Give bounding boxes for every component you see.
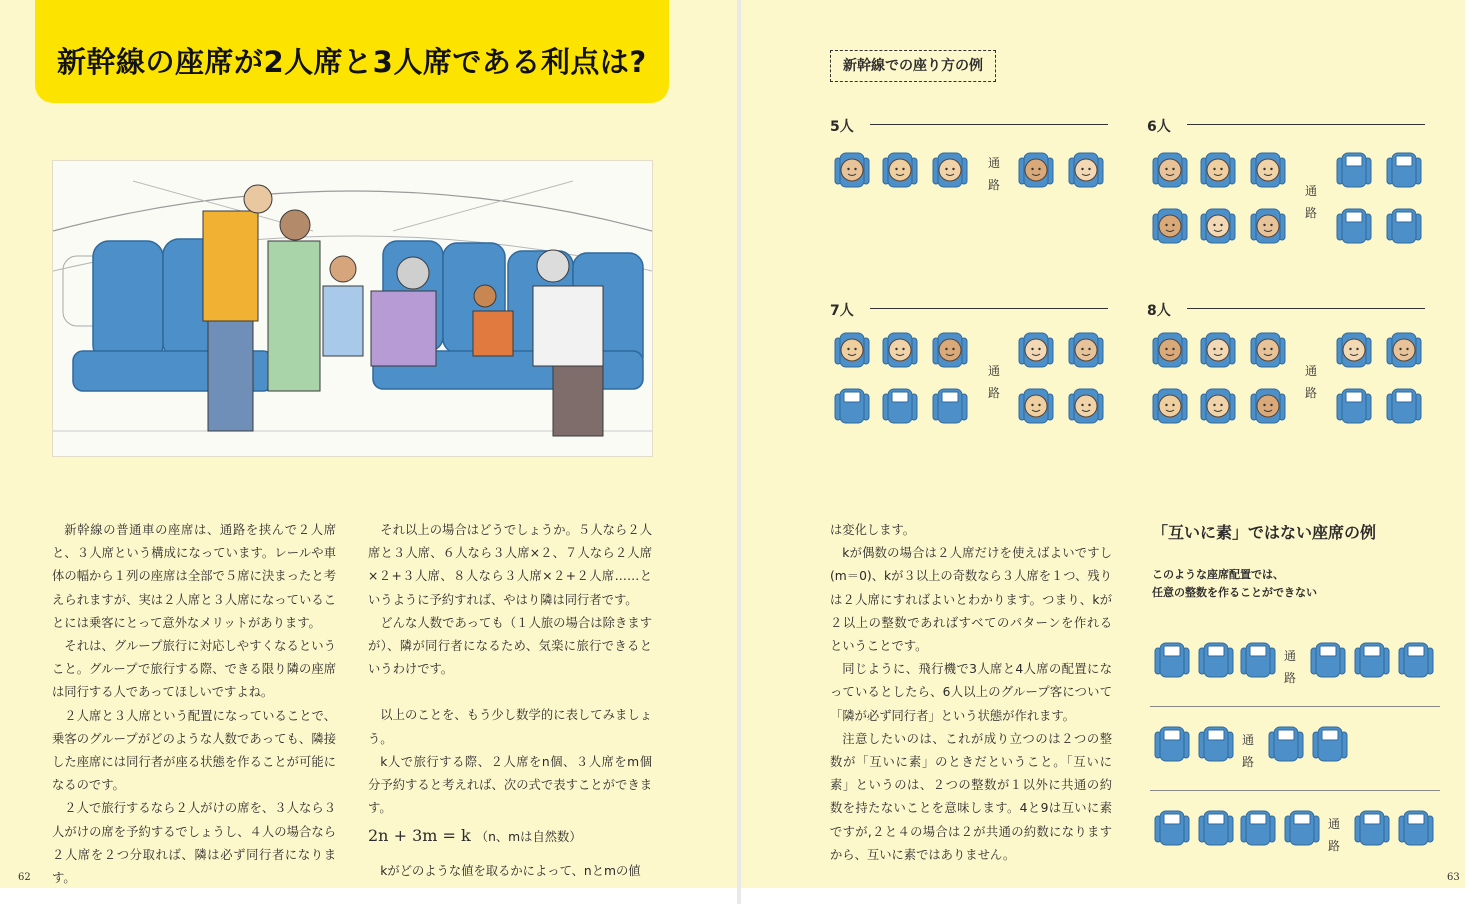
left-page (0, 0, 737, 888)
occupied-seat-icon (1198, 150, 1238, 190)
empty-seat-icon (1384, 206, 1424, 246)
diagram-box-title: 新幹線での座り方の例 (830, 50, 996, 82)
paragraph: どんな人数であっても（１人旅の場合は除きますが）、隣が同行者になるため、気楽に旅行できるというわけです。 (368, 615, 652, 677)
empty-seat-icon (1384, 150, 1424, 190)
text-column-1 (52, 519, 336, 890)
paragraph: それ以上の場合はどうでしょうか。５人なら２人席と３人席、６人なら３人席×２、７人なら２人席×２+３人席、８人なら３人席×２+２人席……というように予約すれば、やはり隣は同行者です。 (368, 523, 652, 607)
occupied-seat-icon (1384, 330, 1424, 370)
aisle-label: 通 路 (1242, 733, 1255, 769)
aisle-label: 通 路 (1305, 364, 1318, 400)
empty-seat-icon (1334, 386, 1374, 426)
empty-seat-icon (832, 386, 872, 426)
divider-line (1187, 124, 1425, 125)
divider-line (870, 124, 1108, 125)
empty-seat-icon (1196, 724, 1236, 764)
occupied-seat-icon (930, 150, 970, 190)
aisle-label: 通 路 (988, 156, 1001, 192)
occupied-seat-icon (832, 330, 872, 370)
occupied-seat-icon (1150, 206, 1190, 246)
occupied-seat-icon (1016, 386, 1056, 426)
paragraph: 以上のことを、もう少し数学的に表してみましょう。 (368, 708, 652, 746)
aisle-label: 通 路 (1305, 184, 1318, 220)
occupied-seat-icon (1066, 386, 1106, 426)
occupied-seat-icon (1066, 150, 1106, 190)
paragraph: ２人席と３人席という配置になっていることで、乗客のグループがどのような人数であっても、隣接した座席には同行者が座る状態を作ることが可能になるのです。 (52, 708, 336, 793)
group-label: 8人 (1147, 303, 1171, 319)
paragraph: k人で旅行する際、２人席をn個、３人席をm個分予約すると考えれば、次の式で表すことができます。 (368, 754, 652, 816)
occupied-seat-icon (1334, 330, 1374, 370)
divider-line (1150, 790, 1440, 791)
group-label: 6人 (1147, 119, 1171, 135)
occupied-seat-icon (1198, 330, 1238, 370)
title-banner (35, 0, 669, 103)
occupied-seat-icon (1016, 150, 1056, 190)
occupied-seat-icon (930, 330, 970, 370)
text-column-3 (830, 519, 1112, 867)
occupied-seat-icon (1066, 330, 1106, 370)
empty-seat-icon (1334, 150, 1374, 190)
empty-seat-icon (1152, 724, 1192, 764)
paragraph: 注意したいのは、これが成り立つのは２つの整数が「互いに素」のときだということ。「互いに素」というのは、２つの整数が１以外に共通の約数を持たないことを意味します。4と9は互いに素ですが,２と４の場合は２が共通の約数になりますから、互いに素ではありません。 (830, 731, 1112, 862)
occupied-seat-icon (1150, 150, 1190, 190)
divider-line (1187, 308, 1425, 309)
empty-seat-icon (1334, 206, 1374, 246)
formula-expression: 2n + 3m = k (368, 826, 471, 846)
paragraph: ２人で旅行するなら２人がけの席を、３人なら３人がけの席を予約するでしょうし、４人の場合なら２人席を２つ分取れば、隣は必ず同行者になります。 (52, 801, 336, 886)
formula-note: （n、mは自然数） (475, 830, 582, 845)
occupied-seat-icon (880, 150, 920, 190)
aisle-label: 通 路 (988, 364, 1001, 400)
divider-line (1150, 706, 1440, 707)
empty-seat-icon (880, 386, 920, 426)
paragraph: 同じように、飛行機で3人席と4人席の配置になっているとしたら、6人以上のグループ客について「隣が必ず同行者」という状態が作れます。 (830, 662, 1112, 723)
train-interior-image (53, 161, 652, 456)
paragraph: それは、グループ旅行に対応しやすくなるということ。グループで旅行する際、できる限り隣の座席は同行する人であってほしいですよね。 (52, 639, 336, 700)
page-number-left: 62 (18, 872, 31, 883)
empty-seat-icon (1396, 640, 1436, 680)
empty-seat-icon (1282, 808, 1322, 848)
occupied-seat-icon (1150, 330, 1190, 370)
divider-line (870, 308, 1108, 309)
empty-seat-icon (1238, 808, 1278, 848)
aisle-label: 通 路 (1284, 649, 1297, 685)
paragraph: kがどのような値を取るかによって、nとmの値 (380, 863, 641, 878)
formula (368, 824, 652, 849)
empty-seat-icon (1152, 808, 1192, 848)
empty-seat-icon (930, 386, 970, 426)
occupied-seat-icon (1198, 386, 1238, 426)
paragraph: kが偶数の場合は２人席だけを使えばよいですし(m＝0)、kが３以上の奇数なら３人席を１つ、残りは２人席にすればよいとわかります。つまり、kが２以上の整数であればすべてのパターンを作れるということです。 (830, 546, 1112, 654)
occupied-seat-icon (1248, 206, 1288, 246)
empty-seat-icon (1396, 808, 1436, 848)
empty-seat-icon (1310, 724, 1350, 764)
empty-seat-icon (1352, 808, 1392, 848)
empty-seat-icon (1266, 724, 1306, 764)
coprime-section-title: 「互いに素」ではない座席の例 (1152, 523, 1377, 542)
occupied-seat-icon (832, 150, 872, 190)
empty-seat-icon (1308, 640, 1348, 680)
train-interior-illustration (52, 160, 653, 457)
occupied-seat-icon (1198, 206, 1238, 246)
occupied-seat-icon (1248, 330, 1288, 370)
empty-seat-icon (1152, 640, 1192, 680)
text-column-2 (368, 519, 652, 883)
coprime-section-note: このような座席配置では、 任意の整数を作ることができない (1152, 568, 1317, 599)
paragraph: は変化します。 (830, 523, 916, 537)
occupied-seat-icon (1248, 150, 1288, 190)
occupied-seat-icon (1248, 386, 1288, 426)
empty-seat-icon (1352, 640, 1392, 680)
empty-seat-icon (1196, 640, 1236, 680)
group-label: 7人 (830, 303, 854, 319)
occupied-seat-icon (1150, 386, 1190, 426)
empty-seat-icon (1196, 808, 1236, 848)
page-title: 新幹線の座席が2人席と3人席である利点は? (57, 45, 647, 79)
empty-seat-icon (1384, 386, 1424, 426)
page-number-right: 63 (1447, 872, 1460, 883)
occupied-seat-icon (1016, 330, 1056, 370)
group-label: 5人 (830, 119, 854, 135)
empty-seat-icon (1238, 640, 1278, 680)
occupied-seat-icon (880, 330, 920, 370)
paragraph: 新幹線の普通車の座席は、通路を挟んで２人席と、３人席という構成になっています。レールや車体の幅から１列の座席は全部で５席に決まったと考えられますが、実は２人席と３人席になっていることには乗客にとって意外なメリットがあります。 (52, 523, 336, 630)
aisle-label: 通 路 (1328, 817, 1341, 853)
